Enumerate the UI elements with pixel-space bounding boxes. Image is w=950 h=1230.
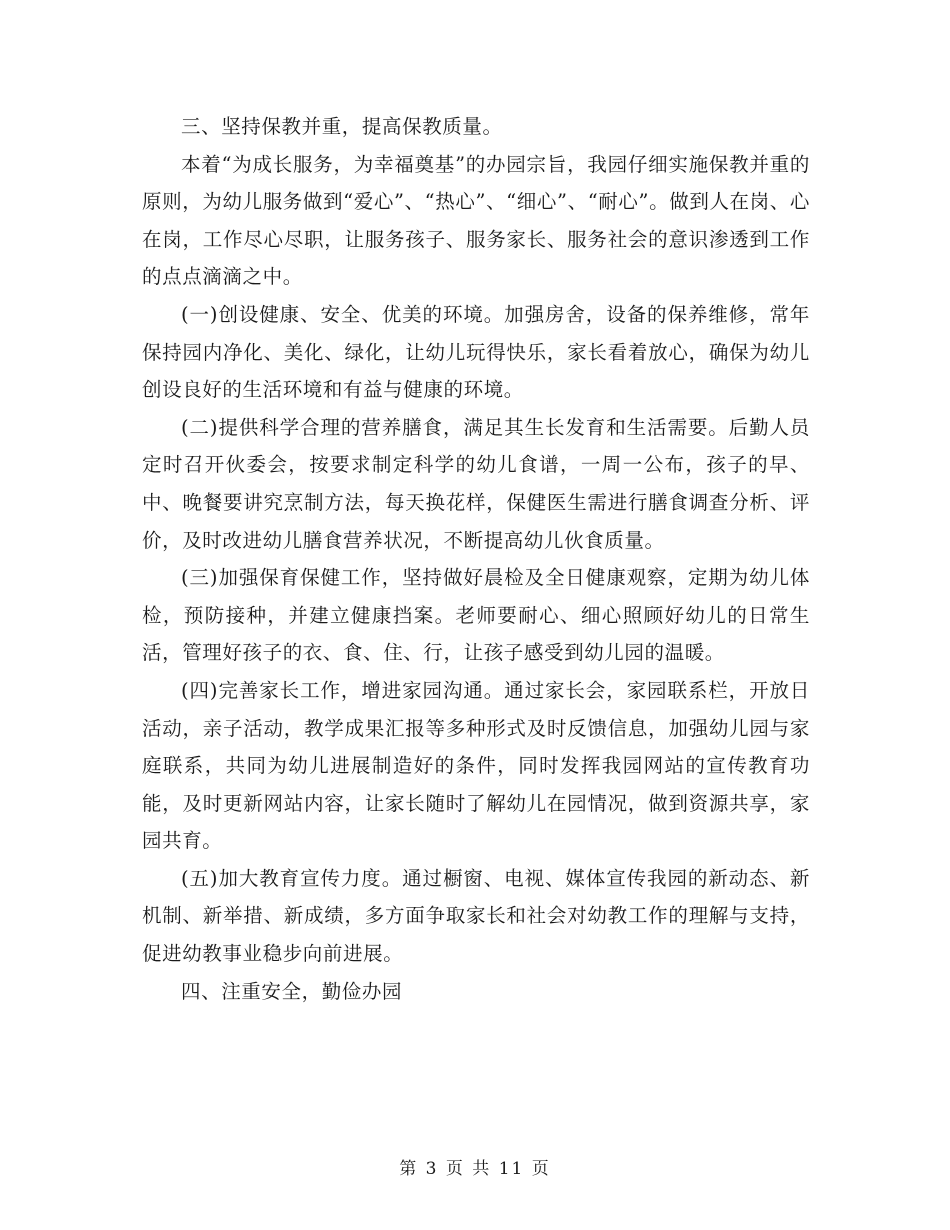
document-body <box>142 108 810 1010</box>
paragraph-item-4: (四)完善家长工作，增进家园沟通。通过家长会，家园联系栏，开放日活动，亲子活动，教学成果汇报等多种形式及时反馈信息，加强幼儿园与家庭联系，共同为幼儿进展制造好的条件，同时发挥我园网站的宣传教育功能，及时更新网站内容，让家长随时了解幼儿在园情况，做到资源共享，家园共育。 <box>142 678 810 853</box>
paragraph-item-2: (二)提供科学合理的营养膳食，满足其生长发育和生活需要。后勤人员定时召开伙委会，按要求制定科学的幼儿食谱，一周一公布，孩子的早、中、晚餐要讲究烹制方法，每天换花样，保健医生需进行膳食调查分析、评价，及时改进幼儿膳食营养状况，不断提高幼儿伙食质量。 <box>142 415 810 552</box>
section-heading-4: 四、注重安全，勤俭办园 <box>181 979 403 1003</box>
paragraph-item-5: (五)加大教育宣传力度。通过橱窗、电视、媒体宣传我园的新动态、新机制、新举措、新成绩，多方面争取家长和社会对幼教工作的理解与支持，促进幼教事业稳步向前进展。 <box>142 866 810 966</box>
paragraph-item-3: (三)加强保育保健工作，坚持做好晨检及全日健康观察，定期为幼儿体检，预防接种，并建立健康挡案。老师要耐心、细心照顾好幼儿的日常生活，管理好孩子的衣、食、住、行，让孩子感受到幼儿园的温暖。 <box>142 566 810 665</box>
paragraph-item-1: (一)创设健康、安全、优美的环境。加强房舍，设备的保养维修，常年保持园内净化、美化、绿化，让幼儿玩得快乐，家长看着放心，确保为幼儿创设良好的生活环境和有益与健康的环境。 <box>142 302 810 402</box>
page-number-footer: 第 3 页 共 11 页 <box>399 1159 551 1179</box>
paragraph-intro: 本着“为成长服务，为幸福奠基”的办园宗旨，我园仔细实施保教并重的原则，为幼儿服务做到“爱心”、“热心”、“细心”、“耐心”。做到人在岗、心在岗，工作尽心尽职，让服务孩子、服务家长、服务社会的意识渗透到工作的点点滴滴之中。 <box>142 152 810 289</box>
section-heading-3: 三、坚持保教并重，提高保教质量。 <box>181 115 503 138</box>
